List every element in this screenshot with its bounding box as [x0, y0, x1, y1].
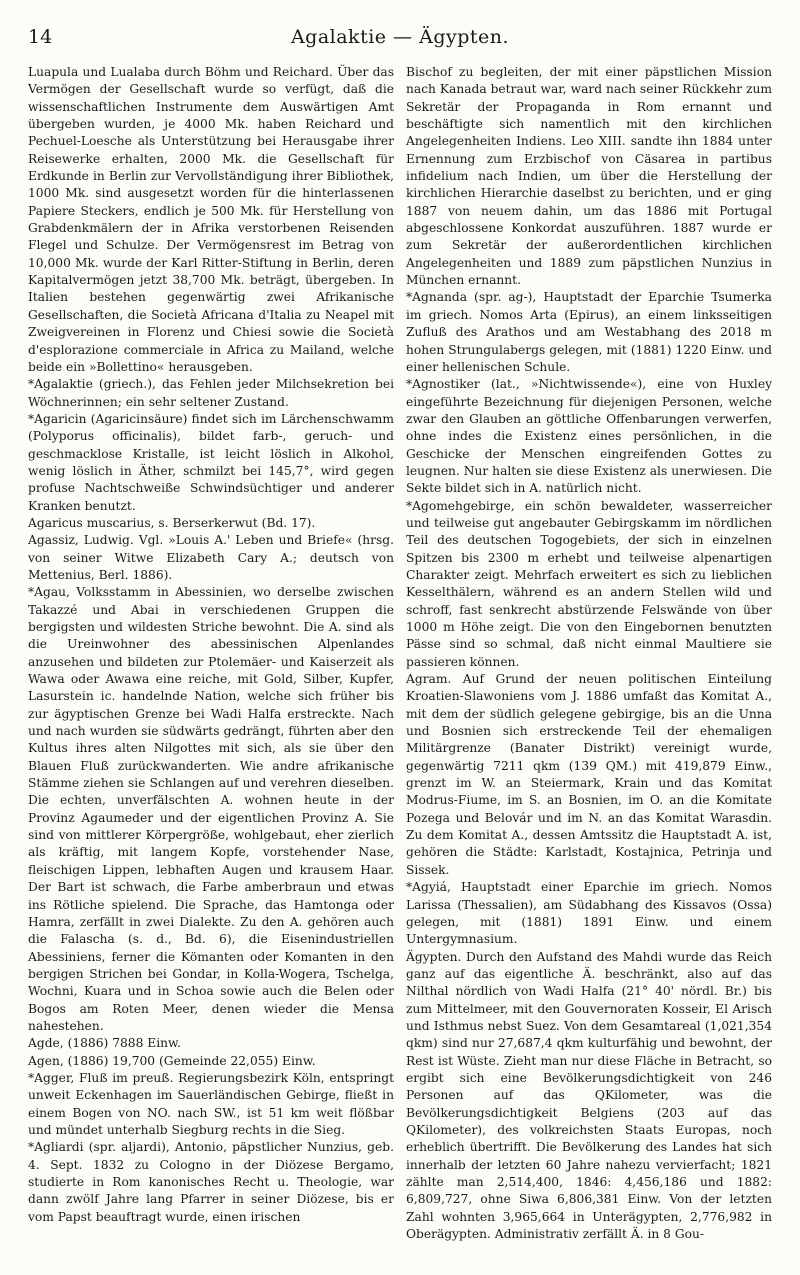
entry-agnostiker: *Agnostiker (lat., »Nichtwissende«), eine von Huxley eingeführte Bezeichnung für diejenigen Personen, welche zwar den Glauben an göttliche Offenbarungen verwerfen, ohne indes die Existenz eines persönlichen, in die Geschicke der Menschen eingreifenden Gottes zu leugnen. Nur halten sie diese Existenz als unerwiesen. Die Sekte bildet sich in A. natürlich nicht. — [406, 377, 772, 496]
entry-agram: Agram. Auf Grund der neuen politischen Einteilung Kroatien-Slawoniens vom J. 1886 umfaßt das Komitat A., mit dem der südlich gelegene gebirgige, bis an die Unna und Bosnien sich erstreckende Teil der ehemaligen Militärgrenze (Banater Distrikt) vereinigt wurde, gegenwärtig 7211 qkm (139 QM.) mit 419,879 Einw., grenzt im W. an Steiermark, Krain und das Komitat Modrus-Fiume, im S. an Bosnien, im O. an die Komitate Pozega und Belovár und im N. an das Komitat Warasdin. Zu dem Komitat A., dessen Amtssitz die Hauptstadt A. ist, gehören die Städte: Karlstadt, Kostajnica, Petrinja und Sissek. — [406, 672, 772, 877]
entry-agliardi: *Agliardi (spr. aljardi), Antonio, päpstlicher Nunzius, geb. 4. Sept. 1832 zu Cologno in der Diözese Bergamo, studierte in Rom kanonisches Recht u. Theologie, war dann zwölf Jahre lang Pfarrer in seiner Diözese, bis er vom Papst beauftragt wurde, einen irischen — [28, 1140, 394, 1224]
entry-agaricin: *Agaricin (Agaricinsäure) findet sich im Lärchenschwamm (Polyporus officinalis), bildet farb-, geruch- und geschmacklose Kristalle, ist leicht löslich in Alkohol, wenig löslich in Äther, schmilzt bei 145,7°, wird gegen profuse Nachtschweiße Schwindsüchtiger und anderer Kranken benutzt. — [28, 411, 394, 513]
entry-agomehgebirge: *Agomehgebirge, ein schön bewaldeter, wasserreicher und teilweise gut angebauter Gebirgskamm im nördlichen Teil des deutschen Togogebiets, der sich in einzelnen Spitzen bis 2300 m erhebt und teilweise alpenartigen Charakter zeigt. Mehrfach erweitert es sich zu lieblichen Kesselthälern, während es an andern Stellen wild und schroff, fast senkrecht abstürzende Felswände von über 1000 m Höhe zeigt. Die von den Eingebornen benutzten Pässe sind so schmal, daß nicht einmal Maultiere sie passieren können. — [406, 498, 772, 669]
running-title: Agalaktie — Ägypten. — [290, 26, 510, 48]
entry-agau: *Agau, Volksstamm in Abessinien, wo derselbe zwischen Takazzé und Abai in verschiedenen Gruppen die bergigsten und wildesten Striche bewohnt. Die A. sind als die Ureinwohner des abessinischen Alpenlandes anzusehen und bildeten zur Ptolemäer- und Kaiserzeit als Wawa oder Awawa eine reiche, mit Gold, Silber, Kupfer, Lasurstein ic. handelnde Nation, welche sich früher bis zur ägyptischen Grenze bei Wadi Halfa erstreckte. Nach und nach wurden sie südwärts gedrängt, führten aber den Kultus ihres alten Nilgottes mit sich, als sie über den Blauen Fluß zurückwanderten. Wie andre afrikanische Stämme ziehen sie Schlangen auf und verehren dieselben. Die echten, unverfälschten A. wohnen heute in der Provinz Agaumeder und der eigentlichen Provinz A. Sie sind von mittlerer Körpergröße, wohlgebaut, eher zierlich als kräftig, mit langem Kopfe, vorstehender Nase, fleischigen Lippen, lebhaften Augen und krausem Haar. Der Bart ist schwach, die Farbe amberbraun und etwas ins Rötliche spielend. Die Sprache, das Hamtonga oder Hamra, zerfällt in zwei Dialekte. Zu den A. gehören auch die Falascha (s. d., Bd. 6), die Eisenindustriellen Abessiniens, ferner die Kömanten oder Komanten in den bergigen Strichen bei Gondar, in Kolla-Wogera, Tschelga, Wochni, Kuara und in Schoa sowie auch die Belen oder Bogos am Roten Meer, denen wieder die Mensa nahestehen. — [28, 585, 394, 1033]
entry-agyia: *Agyiá, Hauptstadt einer Eparchie im griech. Nomos Larissa (Thessalien), am Südabhang des Kissavos (Ossa) gelegen, mit (1881) 1891 Einw. und einem Untergymnasium. — [406, 880, 772, 947]
right-column — [406, 64, 772, 1243]
paragraph: Bischof zu begleiten, der mit einer päpstlichen Mission nach Kanada betraut war, ward nach seiner Rückkehr zum Sekretär der Propaganda in Rom ernannt und beschäftigte sich namentlich mit den kirchlichen Angelegenheiten Indiens. Leo XIII. sandte ihn 1884 unter Ernennung zum Erzbischof von Cäsarea in partibus infidelium nach Indien, um über die Herstellung der kirchlichen Hierarchie daselbst zu berichten, und er ging 1887 von neuem dahin, um das 1886 mit Portugal abgeschlossene Konkordat auszuführen. 1887 wurde er zum Sekretär der außerordentlichen kirchlichen Angelegenheiten und 1889 zum päpstlichen Nunzius in München ernannt. — [406, 65, 772, 288]
entry-agalaktie: *Agalaktie (griech.), das Fehlen jeder Milchsekretion bei Wöchnerinnen; ein sehr seltener Zustand. — [28, 377, 394, 409]
left-column — [28, 64, 394, 1243]
page-header — [28, 26, 772, 60]
page-number: 14 — [28, 26, 53, 48]
entry-agen: Agen, (1886) 19,700 (Gemeinde 22,055) Einw. — [28, 1053, 316, 1068]
paragraph: Luapula und Lualaba durch Böhm und Reichard. Über das Vermögen der Gesellschaft wurde so verfügt, daß die wissenschaftlichen Instrumente dem Auswärtigen Amt übergeben wurden, je 4000 Mk. haben Reichard und Pechuel-Loesche als Unterstützung bei Herausgabe ihrer Reisewerke erhalten, 2000 Mk. die Gesellschaft für Erdkunde in Berlin zur Vervollständigung ihrer Bibliothek, 1000 Mk. sind ausgesetzt worden für die hinterlassenen Papiere Steckers, endlich je 500 Mk. für Herstellung von Grabdenkmälern der in Afrika verstorbenen Reisenden Flegel und Schulze. Der Vermögensrest im Betrag von 10,000 Mk. wurde der Karl Ritter-Stiftung in Berlin, deren Kapitalvermögen jetzt 38,700 Mk. beträgt, übergeben. In Italien bestehen gegenwärtig zwei Afrikanische Gesellschaften, die Società Africana d'Italia zu Neapel mit Zweigvereinen in Florenz und Chiesi sowie die Società d'esplorazione commerciale in Africa zu Mailand, welche beide ein »Bollettino« herausgeben. — [28, 65, 394, 374]
entry-agde: Agde, (1886) 7888 Einw. — [28, 1036, 181, 1051]
entry-aegypten: Ägypten. Durch den Aufstand des Mahdi wurde das Reich ganz auf das eigentliche Ä. beschränkt, also auf das Nilthal nördlich von Wadi Halfa (21° 40' nördl. Br.) bis zum Mittelmeer, mit den Gouvernoraten Kosseir, El Arisch und Isthmus nebst Suez. Von dem Gesamtareal (1,021,354 qkm) sind nur 27,687,4 qkm kulturfähig und bewohnt, der Rest ist Wüste. Zieht man nur diese Fläche in Betracht, so ergibt sich eine Bevölkerungsdichtigkeit von 246 Personen auf das QKilometer, was die Bevölkerungsdichtigkeit Belgiens (203 auf das QKilometer), des volkreichsten Staats Europas, noch erheblich übertrifft. Die Bevölkerung des Landes hat sich innerhalb der letzten 60 Jahre nahezu vervierfacht; 1821 zählte man 2,514,400, 1846: 4,456,186 und 1882: 6,809,727, ohne Siwa 6,806,381 Einw. Von der letzten Zahl wohnten 3,965,664 in Unterägypten, 2,776,982 in Oberägypten. Administrativ zerfällt Ä. in 8 Gou- — [406, 949, 772, 1242]
entry-agnanda: *Agnanda (spr. ag-), Hauptstadt der Eparchie Tsumerka im griech. Nomos Arta (Epirus), an einem linksseitigen Zufluß des Arathos und am Westabhang des 2018 m hohen Strungulabergs gelegen, mit (1881) 1220 Einw. und einer hellenischen Schule. — [406, 290, 772, 374]
text-columns — [28, 64, 772, 1243]
entry-agger: *Agger, Fluß im preuß. Regierungsbezirk Köln, entspringt unweit Eckenhagen im Sauerländischen Gebirge, fließt in einem Bogen von NO. nach SW., ist 51 km weit flößbar und mündet unterhalb Siegburg rechts in die Sieg. — [28, 1070, 394, 1137]
entry-agaricus: Agaricus muscarius, s. Berserkerwut (Bd. 17). — [28, 515, 316, 530]
entry-agassiz: Agassiz, Ludwig. Vgl. »Louis A.' Leben und Briefe« (hrsg. von seiner Witwe Elizabeth Cary A.; deutsch von Mettenius, Berl. 1886). — [28, 533, 394, 582]
